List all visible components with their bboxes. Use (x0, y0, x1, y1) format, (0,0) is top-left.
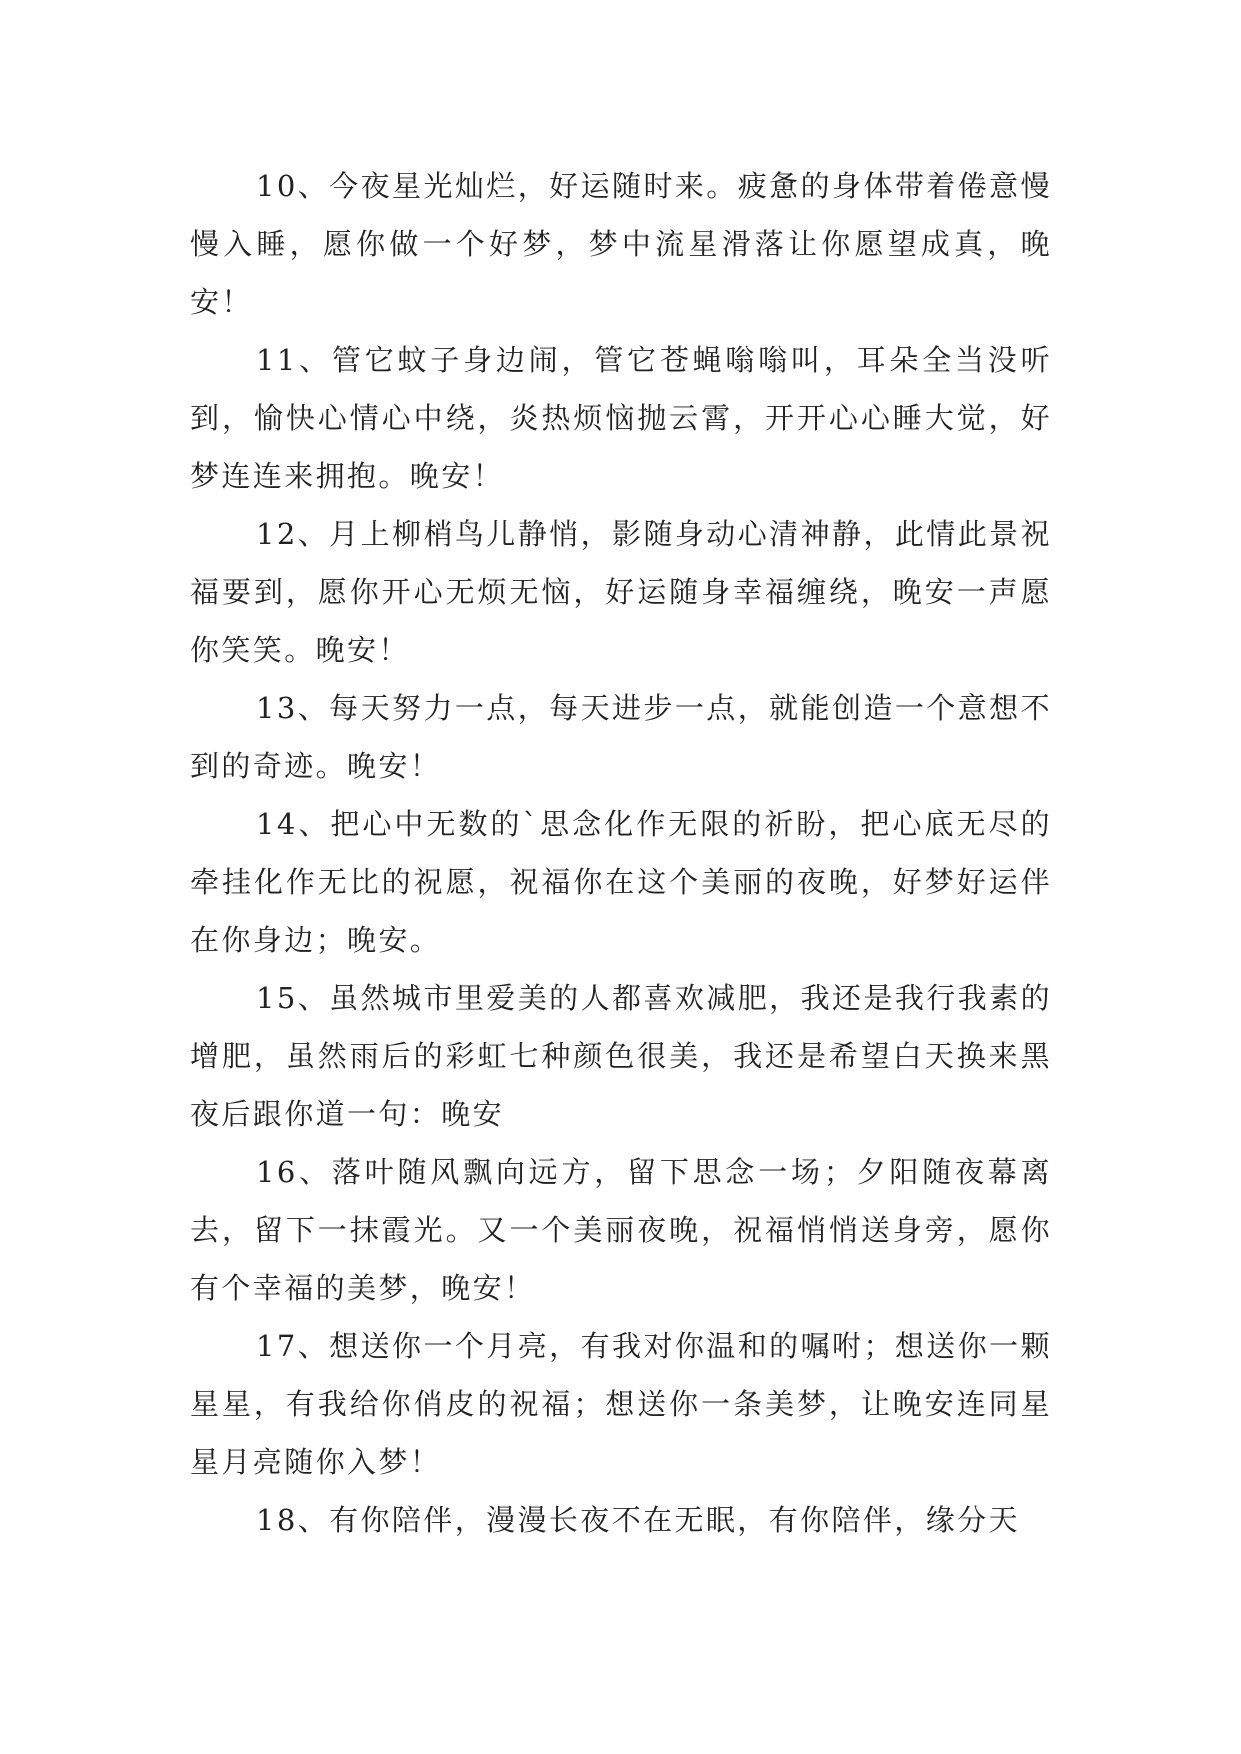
paragraph-15: 15、虽然城市里爱美的人都喜欢减肥，我还是我行我素的增肥，虽然雨后的彩虹七种颜色很美，我还是希望白天换来黑夜后跟你道一句：晚安 (190, 981, 1052, 1131)
document-body (190, 157, 1052, 1549)
paragraph-12: 12、月上柳梢鸟儿静悄，影随身动心清神静，此情此景祝福要到，愿你开心无烦无恼，好运随身幸福缠绕，晚安一声愿你笑笑。晚安！ (190, 517, 1052, 667)
paragraph-18: 18、有你陪伴，漫漫长夜不在无眠，有你陪伴，缘分天 (256, 1503, 1020, 1537)
paragraph-16: 16、落叶随风飘向远方，留下思念一场；夕阳随夜幕离去，留下一抹霞光。又一个美丽夜晚，祝福悄悄送身旁，愿你有个幸福的美梦，晚安！ (190, 1155, 1052, 1305)
paragraph-14: 14、把心中无数的`思念化作无限的祈盼，把心底无尽的牵挂化作无比的祝愿，祝福你在这个美丽的夜晚，好梦好运伴在你身边；晚安。 (190, 807, 1052, 957)
paragraph-13: 13、每天努力一点，每天进步一点，就能创造一个意想不到的奇迹。晚安！ (190, 691, 1052, 783)
paragraph-17: 17、想送你一个月亮，有我对你温和的嘱咐；想送你一颗星星，有我给你俏皮的祝福；想送你一条美梦，让晚安连同星星月亮随你入梦！ (190, 1329, 1052, 1479)
paragraph-10: 10、今夜星光灿烂，好运随时来。疲惫的身体带着倦意慢慢入睡，愿你做一个好梦，梦中流星滑落让你愿望成真，晚安！ (190, 169, 1052, 319)
paragraph-11: 11、管它蚊子身边闹，管它苍蝇嗡嗡叫，耳朵全当没听到，愉快心情心中绕，炎热烦恼抛云霄，开开心心睡大觉，好梦连连来拥抱。晚安！ (190, 343, 1052, 493)
